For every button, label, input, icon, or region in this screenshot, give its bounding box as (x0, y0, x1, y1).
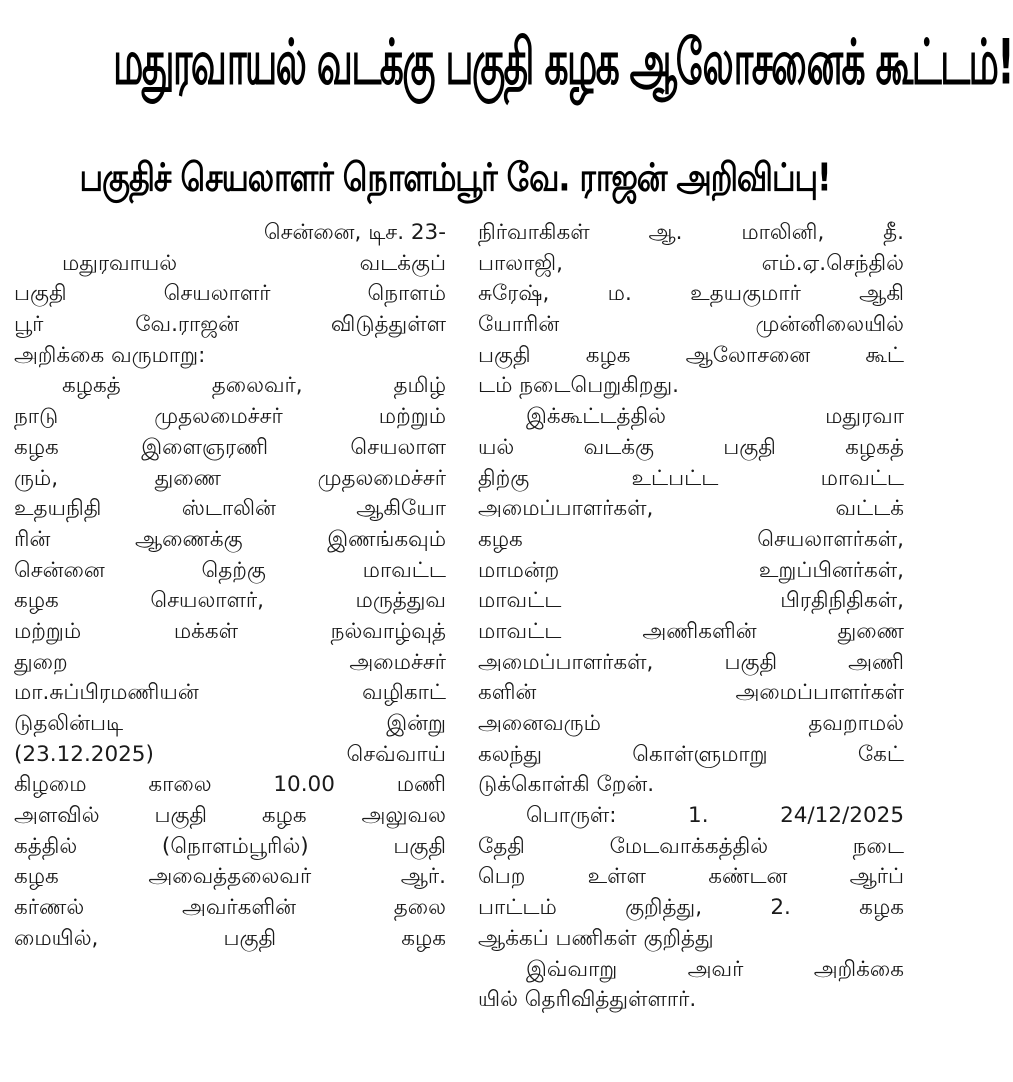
text-line: திற்கு உட்பட்ட மாவட்ட (478, 465, 904, 491)
text-line: மதுரவாயல் வடக்குப் (62, 250, 446, 276)
text-line: டம் நடைபெறுகிறது. (478, 373, 679, 399)
text-line: கழக அவைத்தலைவர் ஆர். (14, 864, 446, 890)
text-line: கலந்து கொள்ளுமாறு கேட் (478, 741, 904, 767)
text-line: ஆக்கப் பணிகள் குறித்து (478, 925, 714, 951)
text-line: அனைவரும் தவறாமல் (478, 711, 904, 736)
text-line: இவ்வாறு அவர் அறிக்கை (526, 956, 904, 982)
text-line: கர்ணல் அவர்களின் தலை (14, 895, 446, 921)
text-line: ரும், துணை முதலமைச்சர் (14, 465, 446, 491)
dateline: சென்னை, டிச. 23- (263, 220, 446, 245)
text-line: டுக்கொள்கி றேன். (478, 772, 655, 798)
text-line: (23.12.2025) செவ்வாய் (14, 741, 446, 767)
text-line: இக்கூட்டத்தில் மதுரவா (526, 404, 904, 430)
text-line: கழக செயலாளர்கள், (478, 526, 904, 552)
text-line: அமைப்பாளர்கள், வட்டக் (478, 496, 904, 522)
text-line: உதயநிதி ஸ்டாலின் ஆகியோ (14, 496, 446, 522)
text-line: துறை அமைச்சர் (14, 649, 446, 675)
text-line: களின் அமைப்பாளர்கள் (478, 680, 904, 706)
text-line: பகுதி கழக ஆலோசனை கூட் (478, 342, 904, 368)
text-line: மாவட்ட அணிகளின் துணை (478, 618, 904, 644)
text-line: கிழமை காலை 10.00 மணி (14, 772, 446, 798)
text-line: யில் தெரிவித்துள்ளார். (478, 987, 697, 1013)
article-column-left (14, 218, 446, 955)
text-line: யல் வடக்கு பகுதி கழகத் (478, 434, 904, 460)
subheadline: பகுதிச் செயலாளர் நொளம்பூர் வே. ராஜன் அறிவிப்பு! (79, 154, 831, 201)
text-line: தேதி மேடவாக்கத்தில் நடை (478, 833, 904, 859)
text-line: அளவில் பகுதி கழக அலுவல (14, 803, 446, 829)
text-line: அமைப்பாளர்கள், பகுதி அணி (478, 649, 904, 675)
text-line: நிர்வாகிகள் ஆ. மாலினி, தீ. (478, 220, 904, 245)
text-line: பாட்டம் குறித்து, 2. கழக (478, 895, 904, 921)
text-line: மற்றும் மக்கள் நல்வாழ்வுத் (14, 618, 446, 644)
text-line: மையில், பகுதி கழக (14, 925, 446, 951)
text-line: கழக இளைஞரணி செயலாள (14, 434, 446, 460)
text-line: கழக செயலாளர், மருத்துவ (14, 588, 446, 614)
text-line: பகுதி செயலாளர் நொளம் (14, 281, 446, 307)
text-line: நாடு முதலமைச்சர் மற்றும் (14, 404, 446, 430)
text-line: யோரின் முன்னிலையில் (478, 312, 904, 338)
text-line: கத்தில் (நொளம்பூரில்) பகுதி (14, 833, 446, 859)
text-line: அறிக்கை வருமாறு: (14, 342, 206, 368)
headline: மதுரவாயல் வடக்கு பகுதி கழக ஆலோசனைக் கூட்டம்! (113, 25, 1013, 99)
text-line: பெற உள்ள கண்டன ஆர்ப் (478, 864, 904, 890)
article-column-right (478, 218, 904, 1016)
text-line: சென்னை தெற்கு மாவட்ட (14, 557, 446, 583)
text-line: ரின் ஆணைக்கு இணங்கவும் (14, 526, 446, 552)
text-line: மா.சுப்பிரமணியன் வழிகாட் (14, 680, 446, 706)
text-line: பொருள்: 1. 24/12/2025 (526, 803, 904, 829)
text-line: பாலாஜி, எம்.ஏ.செந்தில் (478, 250, 904, 276)
text-line: கழகத் தலைவர், தமிழ் (62, 373, 446, 399)
text-line: டுதலின்படி இன்று (14, 711, 446, 736)
text-line: பூர் வே.ராஜன் விடுத்துள்ள (14, 312, 446, 338)
text-line: மாமன்ற உறுப்பினர்கள், (478, 557, 904, 583)
text-line: மாவட்ட பிரதிநிதிகள், (478, 588, 904, 614)
text-line: சுரேஷ், ம. உதயகுமார் ஆகி (478, 281, 904, 307)
